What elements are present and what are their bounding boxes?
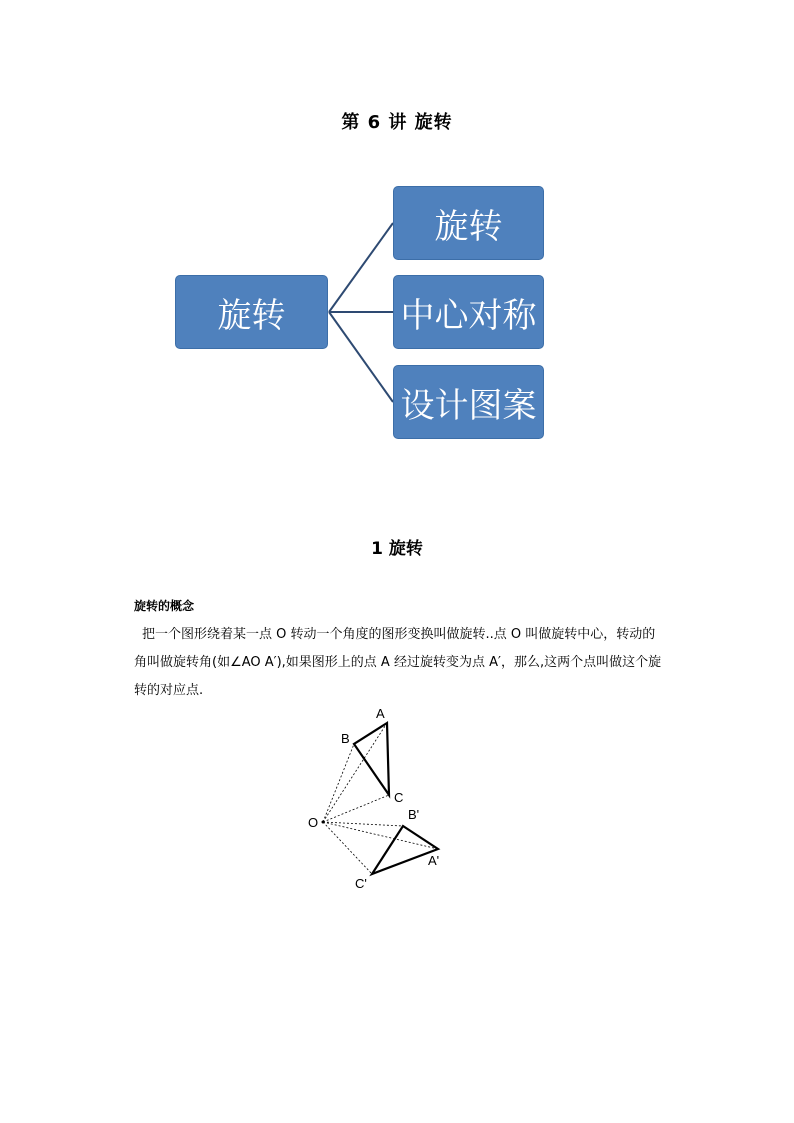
label-b-prime: B': [408, 807, 420, 822]
ray-o-a: [323, 723, 387, 822]
connector-line-3: [329, 312, 393, 402]
section-title: 1 旋转: [371, 539, 423, 559]
label-a: A: [376, 706, 385, 721]
ray-o-b-prime: [323, 822, 403, 826]
rotation-diagram: [300, 700, 460, 900]
concept-heading: 旋转的概念: [134, 599, 195, 613]
label-c: C: [394, 790, 404, 805]
mindmap-node-rotation: 旋转: [393, 186, 544, 260]
ray-o-b: [323, 744, 354, 822]
label-a-prime: A': [428, 853, 440, 868]
ray-o-c: [323, 795, 389, 822]
triangle-abc: [354, 723, 389, 795]
ray-o-a-prime: [323, 822, 438, 849]
label-o: O: [308, 815, 319, 830]
ray-o-c-prime: [323, 822, 372, 874]
label-c-prime: C': [355, 876, 367, 891]
mindmap-node-central-symmetry: 中心对称: [393, 275, 544, 349]
point-o: [322, 821, 325, 824]
concept-text: 把一个图形绕着某一点 O 转动一个角度的图形变换叫做旋转..点 O 叫做旋转中心，转动的角叫做旋转角(如∠AO A′),如果图形上的点 A 经过旋转变为点 A′，那么,这两个点叫做这个旋转的对应点.: [134, 627, 662, 698]
connector-line-1: [329, 223, 393, 312]
mindmap-root-node: 旋转: [175, 275, 328, 349]
page-title: 第 6 讲 旋转: [341, 112, 453, 133]
mindmap-node-pattern-design: 设计图案: [393, 365, 544, 439]
label-b: B: [341, 731, 350, 746]
